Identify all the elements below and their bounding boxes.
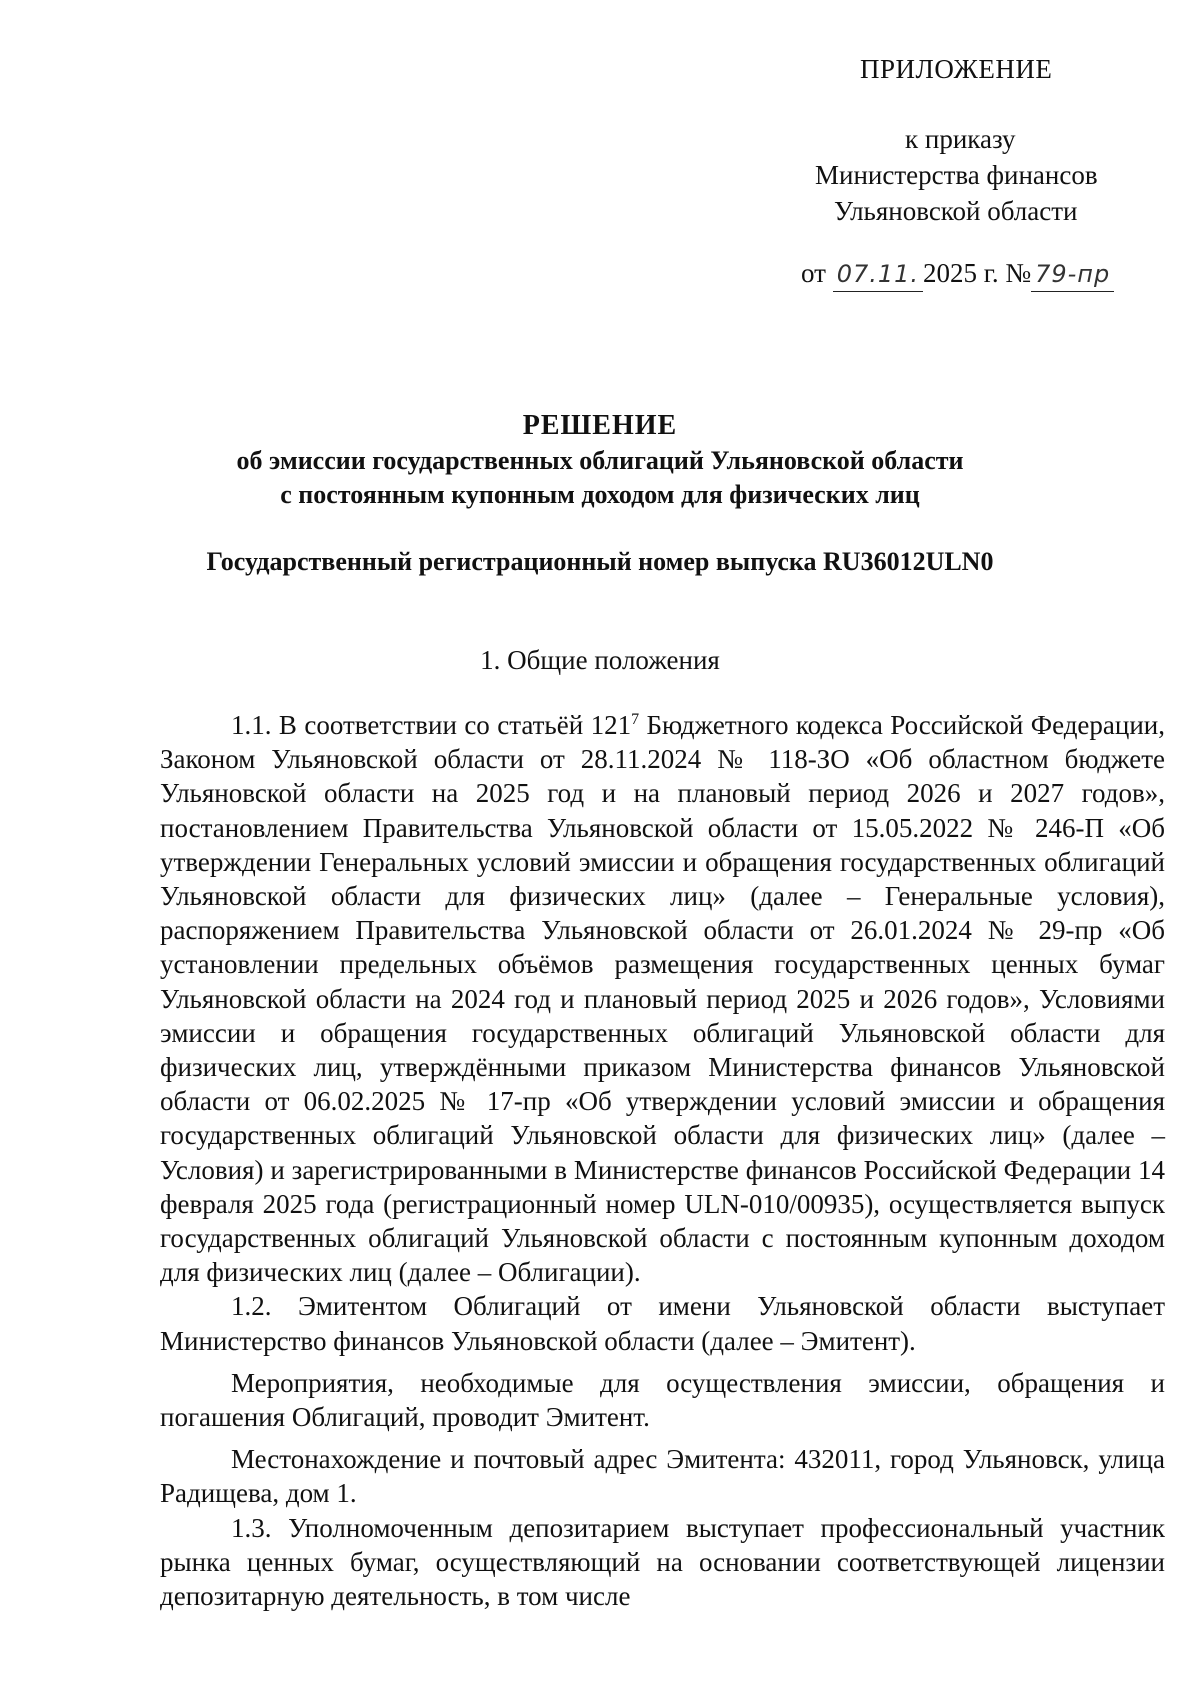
section-title: 1. Общие положения xyxy=(480,645,720,675)
document-heading xyxy=(0,408,1200,512)
document-subtitle-2: с постоянным купонным доходом для физических лиц xyxy=(280,480,920,509)
paragraph-address: Местонахождение и почтовый адрес Эмитента: 432011, город Ульяновск, улица Радищева, дом 1. xyxy=(160,1444,1165,1509)
paragraph-1-3: 1.3. Уполномоченным депозитарием выступает профессиональный участник рынка ценных бумаг, осуществляющий на основании соответствующей лицензии депозитарную деятельность, в том числе xyxy=(160,1512,1165,1612)
handwritten-date: 07.11. xyxy=(833,257,923,292)
appendix-title: ПРИЛОЖЕНИЕ xyxy=(860,54,1053,84)
handwritten-number: 79-пр xyxy=(1031,257,1114,292)
appendix-line-3: Ульяновской области xyxy=(834,196,1078,226)
paragraph-events: Мероприятия, необходимые для осуществления эмиссии, обращения и погашения Облигаций, проводит Эмитент. xyxy=(160,1367,1165,1433)
section-body xyxy=(160,708,1165,1613)
paragraph-1-1-rest: Бюджетного кодекса Российской Федерации, Законом Ульяновской области от 28.11.2024 № 118-ЗО «Об областном бюджете Ульяновской области на 2025 год и на плановый период 2026 и 2027 годов», постановлением Правительства Ульяновской области от 15.05.2022 № 246-П «Об утверждении Генеральных условий эмиссии и обращения государственных облигаций Ульяновской области для физических лиц» (далее – Генеральные условия), распоряжением Правительства Ульяновской области от 26.01.2024 № 29-пр «Об установлении предельных объёмов размещения государственных ценных бумаг Ульяновской области на 2024 год и плановый период 2025 и 2026 годов», Условиями эмиссии и обращения государственных облигаций Ульяновской области для физических лиц, утверждёнными приказом Министерства финансов Ульяновской области от 06.02.2025 № 17-пр «Об утверждении условий эмиссии и обращения государственных облигаций Ульяновской области для физических лиц» (далее – Условия) и зарегистрированными в Министерстве финансов Российской Федерации 14 февраля 2025 года (регистрационный номер ULN-010/00935), осуществляется выпуск государственных облигаций Ульяновской области с постоянным купонным доходом для физических лиц (далее – Облигации). xyxy=(160,710,1165,1288)
order-prefix: от xyxy=(801,258,826,288)
document-subtitle-1: об эмиссии государственных облигаций Ульяновской области xyxy=(236,446,964,475)
order-year: 2025 г. № xyxy=(923,258,1032,288)
appendix-line-1: к приказу xyxy=(905,124,1016,154)
order-date-number xyxy=(801,256,1114,292)
article-superscript: 7 xyxy=(631,711,640,728)
paragraph-1-1-start: 1.1. В соответствии со статьёй 121 xyxy=(231,710,632,740)
paragraph-1-2: 1.2. Эмитентом Облигаций от имени Ульяновской области выступает Министерство финансов Ульяновской области (далее – Эмитент). xyxy=(160,1291,1165,1356)
document-title: РЕШЕНИЕ xyxy=(522,410,678,441)
appendix-line-2: Министерства финансов xyxy=(815,160,1098,190)
paragraph-1-1 xyxy=(160,708,1165,1289)
registration-number: Государственный регистрационный номер выпуска RU36012ULN0 xyxy=(206,547,994,576)
